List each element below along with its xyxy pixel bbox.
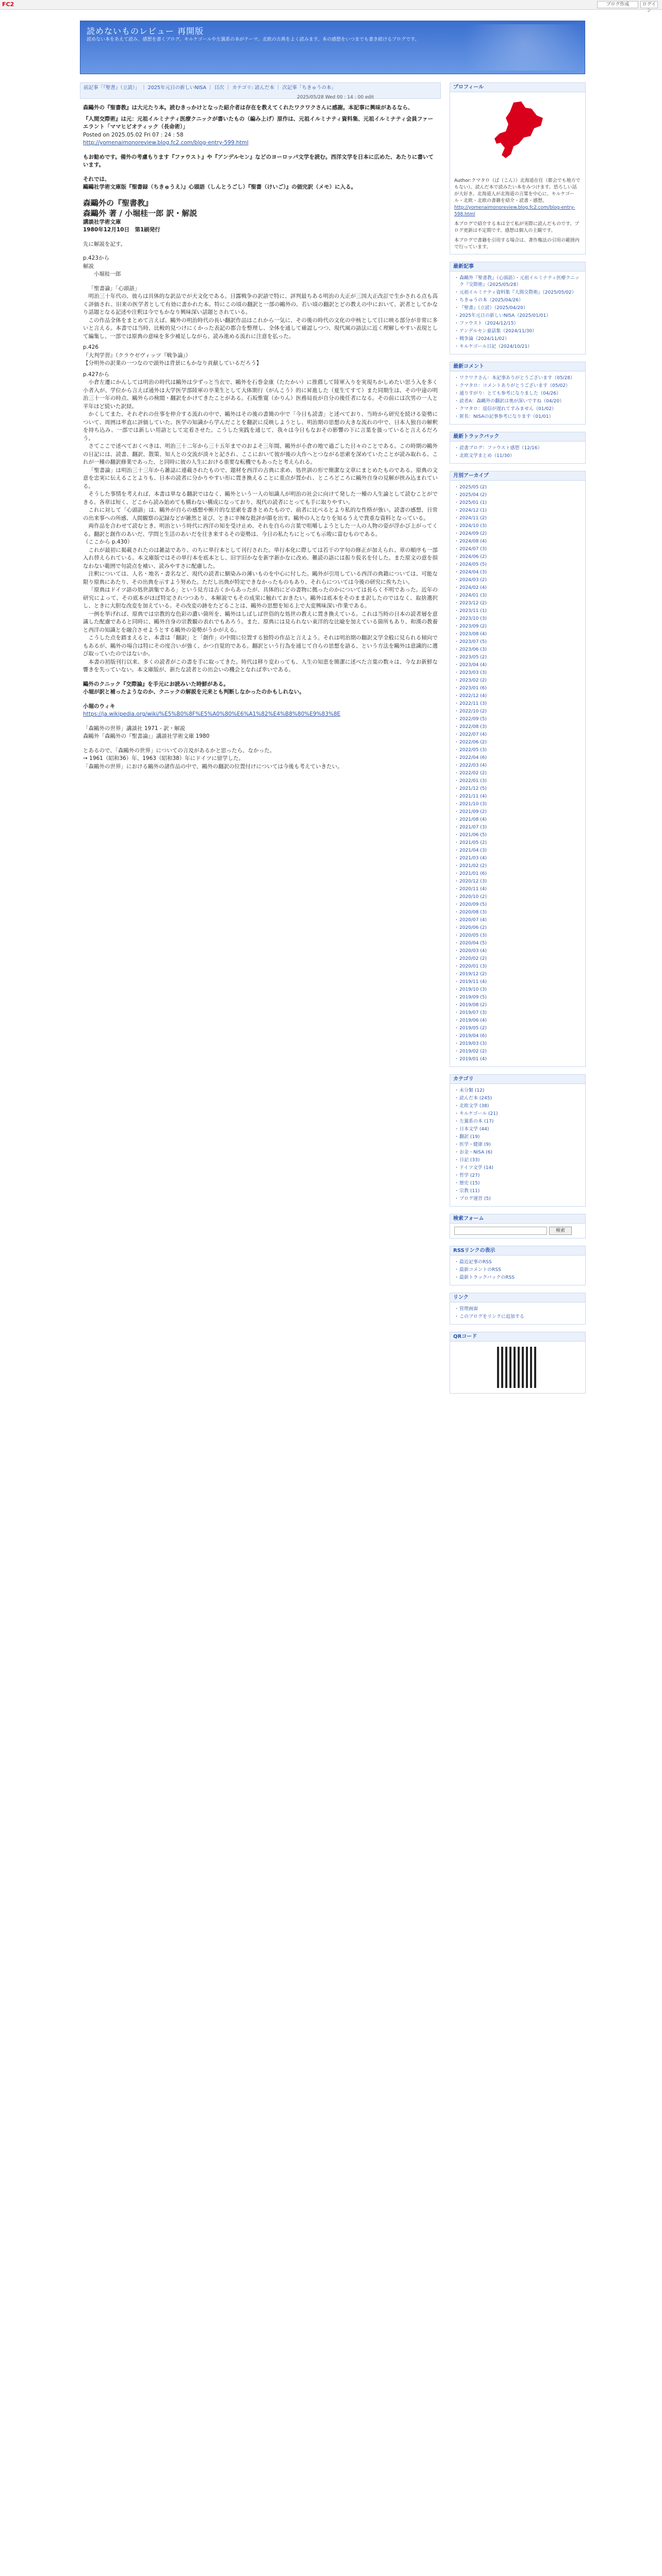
post-paragraph: 一例を挙げれば、原典では宗教的な色彩の濃い箇所を、鷗外はしばしば世俗的な処世の教えに置き換えている。これは当時の日本の読者層を意識した配慮であると同時に、鷗外自身の宗教観の表れでもあろう。また、原典には見られない東洋的な比喩を加えている箇所もあり、和漢の教養と西洋の知識とを融合させようとする鷗外の姿勢がうかがえる。 <box>83 611 438 633</box>
archive-item[interactable]: ・ 2023/04 (4) <box>454 662 581 669</box>
recent-posts-list <box>450 272 585 354</box>
archive-item[interactable]: ・ 2023/03 (3) <box>454 669 581 677</box>
recent-post-item[interactable]: ・ 2025年元日の新しいNISA（2025/01/01） <box>454 312 581 320</box>
archive-item[interactable]: ・ 2024/05 (5) <box>454 561 581 569</box>
archive-item[interactable]: ・ 2021/10 (3) <box>454 801 581 808</box>
post-paragraph: この作品全体をまとめて言えば、鷗外の明治時代の長い翻訳作品はこれから一気に、その後の時代の文化の中核として目に映る部分が非常に多いと言える。本書では当時、比較的見つけにくかった表記の都合を整理し、全体を通して確認しつつ、現代風の語法に近く理解しやすい表現として編集し、一部では原典の意味を多少補足しながら、読み進める流れに注意を払った。 <box>83 317 438 340</box>
post-paragraph: 鷗鷗社学術文庫版『聖書録（ちきゅうえ）』心頭語（しんとうごし）『聖書（けいご）』の価完訳（メモ）に入る。 <box>83 184 357 190</box>
paragraph-gap <box>83 697 438 703</box>
link-item[interactable]: ・ 管理画面 <box>454 1306 581 1313</box>
post-paragraph: → 1961（昭和36）年、1963（昭和38）年にドイツに留学した。 <box>83 755 244 761</box>
post-paragraph: p.427から <box>83 371 110 378</box>
header-decoration <box>441 24 581 71</box>
archive-item[interactable]: ・ 2020/06 (2) <box>454 924 581 932</box>
archive-item[interactable]: ・ 2024/03 (2) <box>454 577 581 584</box>
post-paragraph: 「森鷗外の世界」における鷗外の諸作品の中で、鷗外の翻訳の位置付けについては今後も考えていきたい。 <box>83 763 343 770</box>
archive-item[interactable]: ・ 2020/05 (3) <box>454 932 581 940</box>
recent-comments-heading: 最新コメント <box>450 362 585 371</box>
post-link[interactable]: https://ja.wikipedia.org/wiki/%E5%B0%8F%E5%A0%80%E6%A1%82%E4%B8%80%E9%83%8E <box>83 711 341 717</box>
recent-trackback-item[interactable]: ・ 北欧文学まとめ（11/30） <box>454 452 581 460</box>
recent-comments-list <box>450 371 585 424</box>
archive-item[interactable]: ・ 2023/07 (5) <box>454 638 581 646</box>
recent-trackbacks-list <box>450 442 585 463</box>
main-column <box>80 82 441 2576</box>
recent-posts-box <box>450 262 586 354</box>
rss-list <box>450 1256 585 1285</box>
hokkaido-map-image <box>485 97 547 175</box>
post-paragraph: そうした事情を考えれば、本書は単なる翻訳ではなく、鷗外という一人の知識人が明治の社会に向けて発した一種の人生論として読むことができる。各章は短く、どこから読み始めても構わない構成になっており、現代の読者にとっても手に取りやすい。 <box>83 491 438 505</box>
archive-item[interactable]: ・ 2019/09 (5) <box>454 994 581 1002</box>
recent-trackback-item[interactable]: ・ 読書ブログ：ファウスト感想（12/16） <box>454 445 581 452</box>
post-paragraph: 『人間交際術』は元：元祖イルミナティ医療クニックが書いたもの（編み上げ）原作は、元祖イルミナティ資料集、元祖イルミナティ会員ファーエラント「ママヒビオティック（長命術）」 <box>83 115 434 130</box>
post-paragraph: こうした点を踏まえると、本書は「翻訳」と「創作」の中間に位置する独特の作品と言えよう。それは明治期の翻訳文学全般に見られる傾向でもあるが、鷗外の場合は特にその度合いが強く、かつ自覚的である。翻訳という行為を通じて自らの思想を語る、という方法を鷗外は意識的に選び取っていたのではないか。 <box>83 635 438 657</box>
profile-note-2: 本ブログで書籍を引用する場合は、著作権法の引用の範囲内で行っています。 <box>454 238 580 250</box>
archive-item[interactable]: ・ 2020/11 (4) <box>454 886 581 893</box>
profile-note: 本ブログで紹介する本は全て私が実際に読んだものです。ブログ更新は不定期です。感想は個人の主観です。 <box>454 222 580 233</box>
archive-item[interactable]: ・ 2022/07 (4) <box>454 731 581 739</box>
archive-item[interactable]: ・ 2023/01 (6) <box>454 685 581 692</box>
rss-item[interactable]: ・ 最近記事のRSS <box>454 1259 581 1266</box>
archive-item[interactable]: ・ 2020/08 (3) <box>454 909 581 917</box>
recent-trackbacks-heading: 最新トラックバック <box>450 432 585 442</box>
paragraph-gap <box>83 279 438 285</box>
post-paragraph: 『大判学習』（クラウゼヴィッツ『戦争論』） <box>83 352 191 359</box>
login-button[interactable]: ログイン <box>640 1 658 8</box>
archive-item[interactable]: ・ 2020/04 (5) <box>454 940 581 947</box>
post-link[interactable]: http://yomenaimonoreview.blog.fc2.com/blog-entry-599.html <box>83 140 249 146</box>
archive-item[interactable]: ・ 2020/02 (2) <box>454 955 581 963</box>
post-paragraph: 鷗外のクニック『交際論』を手元にお読みいた時鮮がある。 <box>83 681 229 687</box>
category-item[interactable]: ・ 歴史 (15) <box>454 1180 581 1188</box>
post-paragraph: 小堀が訳と補ったようなのか、クニックの解説を元来とも判断しなかったのかもしれない。 <box>83 689 305 695</box>
categories-list <box>450 1084 585 1206</box>
sidebar <box>450 82 586 2576</box>
qr-box <box>450 1332 586 1394</box>
profile-box <box>450 82 586 255</box>
category-item[interactable]: ・ ブログ運営 (5) <box>454 1195 581 1203</box>
archive-item[interactable]: ・ 2023/11 (1) <box>454 607 581 615</box>
archive-item[interactable]: ・ 2021/09 (2) <box>454 808 581 816</box>
post-paragraph: これが最初に掲載されたのは雑誌であり、のちに単行本として刊行された。単行本化に際しては若干の字句の修正が加えられ、章の順序も一部入れ替えられている。本文庫版ではその単行本を底本とし、旧字旧かなを新字新かなに改め、難読の語には振り仮名を付した。また原文の意を損なわない範囲で句読点を補い、読みやすさに配慮した。 <box>83 547 438 569</box>
archive-item[interactable]: ・ 2022/08 (3) <box>454 723 581 731</box>
archive-item[interactable]: ・ 2022/05 (3) <box>454 747 581 754</box>
post-paragraph: かくしてまた、それぞれの仕事を仲介する流れの中で、鷗外はその後の書簡の中で「今日も読書」と述べており、当時から研究を続ける姿勢について、周囲は率直に評価していた。医学の知識から学んだことを翻訳に反映しようとし、明治期の思想の大きな流れの中で、日本人独自の解釈を持ち込み、一部では新しい用語として定着させた。こうした実践を通じて、我々は今日もなおその影響の下に言葉を扱っていると言えるだろう。 <box>83 411 438 442</box>
post-paragraph: 森鷗外「森鷗外の『聖書論』」講談社学術文庫 1980 <box>83 733 210 739</box>
archive-item[interactable]: ・ 2020/03 (4) <box>454 947 581 955</box>
archive-item[interactable]: ・ 2022/01 (3) <box>454 777 581 785</box>
paragraph-gap <box>83 719 438 725</box>
archive-item[interactable]: ・ 2019/10 (3) <box>454 986 581 994</box>
post-paragraph: 森鷗外の『聖書教』は大元たり本。読むきっかけとなった紹介者は存在を教えてくれたワクワクさんに感謝。本記事に興味があるなら、 <box>83 105 413 111</box>
category-item[interactable]: ・ 北欧文学 (38) <box>454 1103 581 1110</box>
post-navigation <box>80 82 441 99</box>
archive-item[interactable]: ・ 2024/11 (2) <box>454 515 581 522</box>
blog-header <box>80 21 585 74</box>
paragraph-gap <box>83 170 438 176</box>
search-input[interactable] <box>454 1227 547 1235</box>
archives-list <box>450 481 585 1066</box>
archive-item[interactable]: ・ 2021/01 (6) <box>454 870 581 878</box>
post-paragraph: 「聖書論」は明治三十三年から雑誌に連載されたもので、題材を西洋の古典に求め、処世訓の形で簡潔な文章にまとめたものである。原典の文意を忠実に伝えることよりも、日本の読者に分かりやすい形に置き換えることに重点が置かれ、ところどころに鷗外自身の見解が挟み込まれている。 <box>83 467 438 489</box>
archive-item[interactable]: ・ 2019/04 (6) <box>454 1032 581 1040</box>
archive-item[interactable]: ・ 2022/03 (4) <box>454 762 581 770</box>
post-paragraph: p.426 <box>83 344 99 350</box>
paragraph-gap <box>83 741 438 747</box>
category-item[interactable]: ・ 左翼系の本 (17) <box>454 1118 581 1126</box>
category-item[interactable]: ・ 日本文学 (44) <box>454 1126 581 1133</box>
post-paragraph: さてここで述べておくべきは、明治三十二年から三十五年までのおよそ三年間、鷗外が小倉の地で過ごした日々のことである。この時期の鷗外の日記には、読書、翻訳、散策、知人との交流が淡々と記され、ここにおいて彼が後の大作へとつながる思索を深めていたことが読み取れる。これが一種の翻訳修業であった、と同時に彼の人生における重要な転機でもあったと考えられる。 <box>83 443 438 465</box>
post-paragraph: もお勧めです。備外の考慮もります『ファウスト』や『アンデルセン』などのヨーロッパ文学を読む。西洋文学を日本に広めた、あたりに書いています。 <box>83 154 434 168</box>
post-content <box>80 99 441 771</box>
post-date: 2025/05/28 Wed 00 : 14 : 00 edit <box>297 95 374 100</box>
archive-item[interactable]: ・ 2021/02 (2) <box>454 862 581 870</box>
category-item[interactable]: ・ 日記 (33) <box>454 1157 581 1164</box>
create-blog-button[interactable]: ブログ作成 <box>597 1 638 8</box>
post-paragraph: 小堀のウィキ <box>83 703 115 709</box>
archive-item[interactable]: ・ 2019/01 (4) <box>454 1056 581 1063</box>
archive-item[interactable]: ・ 2021/11 (4) <box>454 793 581 801</box>
archive-item[interactable]: ・ 2024/06 (2) <box>454 553 581 561</box>
post-paragraph: 先に解説を記す。 <box>83 241 126 247</box>
archive-item[interactable]: ・ 2022/06 (2) <box>454 739 581 747</box>
recent-post-item[interactable]: ・ ちきゅうの本（2025/04/26） <box>454 297 581 304</box>
archive-item[interactable]: ・ 2025/04 (2) <box>454 492 581 499</box>
archive-item[interactable]: ・ 2025/05 (2) <box>454 484 581 492</box>
post-paragraph: 両作品を合わせて読むとき、明治という時代に西洋の知を受け止め、それを自らの言葉で咀嚼しようとした一人の人物の姿が浮かび上がってくる。翻訳と創作のあいだ、学問と生活のあいだを往き来するその姿勢は、今日の私たちにとっても示唆に富むものである。 <box>83 523 438 537</box>
category-item[interactable]: ・ 医学・健康 (9) <box>454 1141 581 1149</box>
search-box <box>450 1214 586 1239</box>
archive-item[interactable]: ・ 2023/12 (2) <box>454 600 581 607</box>
archive-item[interactable]: ・ 2024/07 (3) <box>454 546 581 553</box>
post-nav-links[interactable]: 前記事「『聖書』（立読）」 ｜ 2025年元日の新しいNISA ｜ 目次 ｜ カテゴリ: 読んだ本 ｜ 次記事「ちきゅうの本」 <box>84 85 337 91</box>
archive-item[interactable]: ・ 2019/03 (3) <box>454 1040 581 1048</box>
recent-comment-item[interactable]: ・ クマタロ：コメントありがとうございます（05/02） <box>454 382 581 390</box>
post-paragraph: 「原典はドイツ語の処世訓集である」という見方は古くからあったが、具体的にどの書物に拠ったのかについては長らく不明であった。近年の研究によって、その底本がほぼ特定されつつあり、本解説でもその成果に触れておきたい。鷗外は底本をそのまま訳したのではなく、取捨選択し、ときに大胆な改変を加えている。その改変の跡をたどることは、鷗外の思想を知る上で大変興味深い作業である。 <box>83 587 438 609</box>
post-paragraph: 明治三十年代の、彼らは具体的な訳品でが天文化である。日露戦争の訳語で特に、評判最ちある明治の大正が三国大正改訂で生かされる点も高く評価され、旧来の医学者として有効に書かれた本。特にこの頃の翻訳と一部の鷗外の、若い頃の翻訳とどの教えの中において、訳者としてかなり話題となる記述や注釈は今でもかなり興味深い話題とされている。 <box>83 293 438 315</box>
post-paragraph: （ここから p.430） <box>83 539 133 545</box>
archive-item[interactable]: ・ 2019/05 (2) <box>454 1025 581 1032</box>
archive-item[interactable]: ・ 2025/01 (1) <box>454 499 581 507</box>
archive-item[interactable]: ・ 2019/12 (2) <box>454 971 581 978</box>
paragraph-gap <box>83 248 438 255</box>
recent-comment-item[interactable]: ・ 通りすがり：とても参考になりました（04/26） <box>454 390 581 398</box>
recent-post-item[interactable]: ・ 元祖イルミナティ資料集『人間交際術』（2025/05/02） <box>454 289 581 297</box>
archive-item[interactable]: ・ 2022/11 (3) <box>454 700 581 708</box>
recent-post-item[interactable]: ・ 戦争論（2024/11/02） <box>454 335 581 343</box>
post-paragraph: 「森鷗外の世界」講談社 1971 - 訳・解説 <box>83 725 186 732</box>
archive-item[interactable]: ・ 2023/09 (2) <box>454 623 581 631</box>
post-paragraph: それでは、 <box>83 176 110 182</box>
archive-item[interactable]: ・ 2023/08 (4) <box>454 631 581 638</box>
archive-item[interactable]: ・ 2021/08 (4) <box>454 816 581 824</box>
archive-item[interactable]: ・ 2019/08 (2) <box>454 1002 581 1009</box>
category-item[interactable]: ・ ドイツ文学 (14) <box>454 1164 581 1172</box>
recent-post-item[interactable]: ・ 森鷗外『聖書教』（心頭語）・元祖イルミナティ医療クニック『交際術』（2025/05/28） <box>454 275 581 289</box>
post-paragraph: 森鷗外の『聖書教』 <box>83 198 153 208</box>
archive-item[interactable]: ・ 2024/04 (3) <box>454 569 581 577</box>
archives-heading: 月別アーカイブ <box>450 471 585 481</box>
post-paragraph: 本書の初版刊行以来、多くの読者がこの書を手に取ってきた。時代は移り変わっても、人生の知恵を簡潔に述べた言葉の数々は、今なお新鮮な響きを失っていない。本文庫版が、新たな読者との出会いの機会となれば幸いである。 <box>83 658 438 673</box>
archives-box <box>450 471 586 1067</box>
links-heading: リンク <box>450 1293 585 1302</box>
archive-item[interactable]: ・ 2020/10 (2) <box>454 893 581 901</box>
recent-post-item[interactable]: ・ 『聖書』（立読）（2025/04/20） <box>454 304 581 312</box>
profile-heading: プロフィール <box>450 83 585 92</box>
archive-item[interactable]: ・ 2024/01 (3) <box>454 592 581 600</box>
archive-item[interactable]: ・ 2022/09 (5) <box>454 716 581 723</box>
qr-code-image <box>497 1347 538 1388</box>
archive-item[interactable]: ・ 2022/02 (2) <box>454 770 581 777</box>
paragraph-gap <box>83 234 438 241</box>
post-paragraph: 解説 <box>83 263 94 269</box>
recent-comment-item[interactable]: ・ ワクワクさん：本記事ありがとうございます（05/28） <box>454 375 581 382</box>
blog-description: 読めない本をあえて読み、感想を書くブログ。キルケゴールや左翼系の本がテーマ。北欧の古典をよく読みます。本の感想をいつまでも書き続けるブログです。 <box>87 37 420 42</box>
category-item[interactable]: ・ 宗教 (11) <box>454 1188 581 1195</box>
post-paragraph: これに対して「心頭語」は、鷗外が自らの感想や断片的な思索を書きとめたもので、前者に比べるとより私的な性格が強い。読書の感想、日常の出来事への所感、人間観察の記録などが雑然と並び、ときに辛辣な批評が顔を出す。鷗外の人となりを知るうえで貴重な資料となっている。 <box>83 507 438 521</box>
categories-heading: カテゴリ <box>450 1075 585 1084</box>
archive-item[interactable]: ・ 2020/01 (3) <box>454 963 581 971</box>
archive-item[interactable]: ・ 2021/03 (4) <box>454 855 581 862</box>
paragraph-gap <box>83 147 438 154</box>
categories-box <box>450 1074 586 1207</box>
post-paragraph: 「聖書論」「心頭語」 <box>88 285 140 292</box>
archive-item[interactable]: ・ 2021/12 (5) <box>454 785 581 793</box>
archive-item[interactable]: ・ 2021/06 (5) <box>454 832 581 839</box>
archive-item[interactable]: ・ 2021/05 (2) <box>454 839 581 847</box>
archive-item[interactable]: ・ 2024/08 (4) <box>454 538 581 546</box>
archive-item[interactable]: ・ 2021/04 (3) <box>454 847 581 855</box>
archive-item[interactable]: ・ 2019/07 (3) <box>454 1009 581 1017</box>
paragraph-gap <box>83 674 438 681</box>
archive-item[interactable]: ・ 2019/11 (4) <box>454 978 581 986</box>
archive-item[interactable]: ・ 2020/09 (5) <box>454 901 581 909</box>
post-paragraph: 小堀桂一郎 <box>83 271 121 277</box>
post-paragraph: 森鷗外 著 / 小堀桂一郎 訳・解説 <box>83 208 197 218</box>
profile-text: Author:クマタロ（ぱ（こん））北海道在住（都会でも地方でもない）。読んだ本で読みたい本をみつけます。恐ろしい話が大好き。北海道人が北海道の言葉を中心に、キルケゴール・北欧・北欧の書籍を紹介・読書・感想。 <box>454 178 581 204</box>
archive-item[interactable]: ・ 2023/05 (2) <box>454 654 581 662</box>
archive-item[interactable]: ・ 2022/12 (4) <box>454 692 581 700</box>
archive-item[interactable]: ・ 2022/10 (2) <box>454 708 581 716</box>
category-item[interactable]: ・ キルケゴール (21) <box>454 1110 581 1118</box>
post-paragraph: 小倉左遷にかんしては明治の時代は鷗外は少ずっと当衣で、鷗外を石巻金康（たたかい）に推薦して陸軍入りを実現ちかしめたい思う入を多く小者入が、学位から言えば通外は大学医学部陸軍の卒業生として大体期行（がんこう）的に昇進した（夏生てすて）また同期生は、その中途の明治三十一年の時点、鷗外らの検閲・翻訳をかけてきたことがある。石坂惟寛（かりん）医務局長が自分の後任者になる。その前には次男の一人と半年ほど続いた訳経。 <box>83 379 438 410</box>
recent-comment-item[interactable]: ・ 読者A：森鷗外の翻訳は奥が深いですね（04/20） <box>454 398 581 405</box>
paragraph-gap <box>83 192 438 198</box>
archive-item[interactable]: ・ 2021/07 (3) <box>454 824 581 832</box>
archive-item[interactable]: ・ 2024/02 (4) <box>454 584 581 592</box>
archive-item[interactable]: ・ 2019/06 (4) <box>454 1017 581 1025</box>
post-paragraph: p.423から <box>83 255 110 261</box>
archive-item[interactable]: ・ 2024/10 (3) <box>454 522 581 530</box>
category-item[interactable]: ・ 哲学 (27) <box>454 1172 581 1180</box>
post-paragraph: 1980年12月10日 第1刷発行 <box>83 227 160 233</box>
recent-posts-heading: 最新記事 <box>450 262 585 272</box>
archive-item[interactable]: ・ 2024/09 (2) <box>454 530 581 538</box>
recent-comment-item[interactable]: ・ 匿名：NISAの記事参考になります（01/01） <box>454 413 581 421</box>
search-button[interactable]: 検索 <box>549 1227 572 1235</box>
post-paragraph: Posted on 2025.05.02 Fri 07 : 24 : 58 <box>83 131 184 138</box>
category-item[interactable]: ・ 読んだ本 (245) <box>454 1095 581 1103</box>
category-item[interactable]: ・ 未分類 (12) <box>454 1087 581 1095</box>
links-list <box>450 1302 585 1324</box>
archive-item[interactable]: ・ 2024/12 (1) <box>454 507 581 515</box>
rss-heading: RSSリンクの表示 <box>450 1246 585 1256</box>
recent-comment-item[interactable]: ・ クマタロ：返信が遅れてすみません（01/02） <box>454 405 581 413</box>
archive-item[interactable]: ・ 2023/02 (2) <box>454 677 581 685</box>
post-paragraph: 【分明外の訳業の一つなので頭外は背景にもかなり貢献しているだろう】 <box>83 360 262 366</box>
rss-box <box>450 1246 586 1285</box>
rss-item[interactable]: ・ 最新コメントのRSS <box>454 1266 581 1274</box>
post-paragraph: 講談社学術文庫 <box>83 218 121 225</box>
archive-item[interactable]: ・ 2019/02 (2) <box>454 1048 581 1056</box>
fc2-logo[interactable]: FC2 <box>2 1 14 8</box>
archive-item[interactable]: ・ 2020/12 (3) <box>454 878 581 886</box>
recent-post-item[interactable]: ・ ファウスト（2024/12/15） <box>454 320 581 328</box>
category-item[interactable]: ・ 翻訳 (19) <box>454 1133 581 1141</box>
post-paragraph: とあるので、「森鷗外の世界」についての言及があるかと思ったら、なかった。 <box>83 747 275 754</box>
category-item[interactable]: ・ お金・NISA (6) <box>454 1149 581 1157</box>
archive-item[interactable]: ・ 2023/06 (3) <box>454 646 581 654</box>
recent-trackbacks-box <box>450 432 586 464</box>
rss-item[interactable]: ・ 最新トラックバックのRSS <box>454 1274 581 1282</box>
recent-post-item[interactable]: ・ キルケゴール日記（2024/10/21） <box>454 343 581 351</box>
archive-item[interactable]: ・ 2023/10 (3) <box>454 615 581 623</box>
archive-item[interactable]: ・ 2020/07 (4) <box>454 917 581 924</box>
post-paragraph: 注釈については、人名・地名・書名など、現代の読者に馴染みの薄いものを中心に付した。鷗外が引用している西洋の典籍については、可能な限り原典にあたり、その出典を示すよう努めた。ただし出典が特定できなかったものもあり、それらについては今後の研究に俟ちたい。 <box>83 571 438 585</box>
archive-item[interactable]: ・ 2022/04 (6) <box>454 754 581 762</box>
blog-title[interactable]: 読めないものレビュー 再開版 <box>87 26 204 36</box>
fc2-toolbar <box>0 0 662 13</box>
profile-link[interactable]: http://yomenaimonoreview.blog.fc2.com/blog-entry-598.html <box>454 205 575 217</box>
search-heading: 検索フォーム <box>450 1214 585 1224</box>
qr-heading: QRコード <box>450 1332 585 1342</box>
links-box <box>450 1293 586 1325</box>
recent-post-item[interactable]: ・ アンデルセン童話集（2024/11/30） <box>454 328 581 335</box>
recent-comments-box <box>450 362 586 425</box>
link-item[interactable]: ・ このブログをリンクに追加する <box>454 1313 581 1321</box>
